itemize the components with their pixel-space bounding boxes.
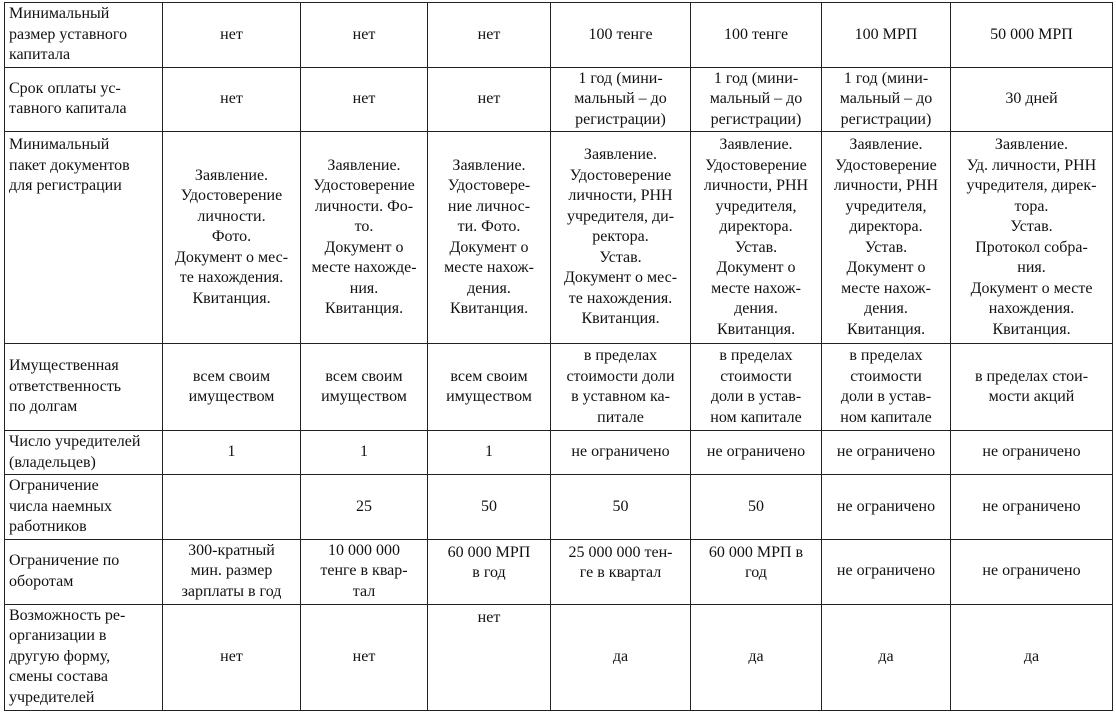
table-cell: 1 год (мини- мальный – до регистрации)	[551, 67, 691, 132]
table-cell: 1	[428, 431, 551, 475]
table-cell: всем своим имуществом	[301, 344, 428, 431]
table-cell: 50 000 МРП	[951, 3, 1113, 68]
table-cell: не ограничено	[822, 475, 951, 540]
table-cell: нет	[301, 604, 428, 710]
table-cell: да	[551, 604, 691, 710]
table-cell: 300-кратный мин. размер зарплаты в год	[163, 539, 301, 604]
table-cell	[163, 475, 301, 540]
row-label: Минимальный размер уставного капитала	[5, 3, 163, 68]
table-cell: да	[691, 604, 822, 710]
row-label: Минимальный пакет документов для регистрации	[5, 132, 163, 344]
table-cell: Заявление. Удостоверение личности. Фо- то. Документ о месте нахожде- ния. Квитанция.	[301, 132, 428, 344]
row-label: Ограничение числа наемных работников	[5, 475, 163, 540]
table-cell: нет	[428, 604, 551, 710]
table-cell: нет	[163, 3, 301, 68]
table-cell: нет	[428, 67, 551, 132]
table-cell: Заявление. Удостоверение личности, РНН учредителя, директора. Устав. Документ о месте нахож- дения. Квитанция.	[691, 132, 822, 344]
table-cell: Заявление. Уд. личности, РНН учредителя, дирек- тора. Устав. Протокол собра- ния. Документ о месте нахождения. Квитанция.	[951, 132, 1113, 344]
table-cell: в пределах стоимости доли в уставном ка- питале	[551, 344, 691, 431]
table-cell: Заявление. Удостоверение личности, РНН учредителя, ди- ректора. Устав. Документ о мес- те нахождения. Квитанция.	[551, 132, 691, 344]
table-cell: не ограничено	[551, 431, 691, 475]
table-cell: 25 000 000 тен- ге в квартал	[551, 539, 691, 604]
table-cell: не ограничено	[951, 431, 1113, 475]
row-label: Срок оплаты ус- тавного капитала	[5, 67, 163, 132]
table-cell: нет	[163, 604, 301, 710]
table-cell: не ограничено	[951, 475, 1113, 540]
table-row	[5, 431, 1113, 475]
table-cell: 1 год (мини- мальный – до регистрации)	[822, 67, 951, 132]
table-cell: 50	[691, 475, 822, 540]
table-cell: 100 МРП	[822, 3, 951, 68]
table-row	[5, 475, 1113, 540]
table-cell: не ограничено	[822, 431, 951, 475]
comparison-table	[4, 2, 1113, 711]
table-row	[5, 67, 1113, 132]
table-cell: в пределах стоимости доли в устав- ном капитале	[691, 344, 822, 431]
table-cell: 25	[301, 475, 428, 540]
table-cell: да	[951, 604, 1113, 710]
row-label: Возможность ре- организации в другую форму, смены состава учредителей	[5, 604, 163, 710]
table-row	[5, 132, 1113, 344]
table-row	[5, 539, 1113, 604]
table-cell: 10 000 000 тенге в квар- тал	[301, 539, 428, 604]
row-label: Число учредителей (владельцев)	[5, 431, 163, 475]
table-cell: 30 дней	[951, 67, 1113, 132]
table-cell: 1	[163, 431, 301, 475]
table-cell: нет	[301, 3, 428, 68]
table-cell: нет	[301, 67, 428, 132]
table-cell: 50	[428, 475, 551, 540]
table-cell: не ограничено	[691, 431, 822, 475]
table-cell: всем своим имуществом	[163, 344, 301, 431]
table-row	[5, 3, 1113, 68]
table-row	[5, 344, 1113, 431]
table-cell: да	[822, 604, 951, 710]
table-cell: 1	[301, 431, 428, 475]
row-label: Ограничение по оборотам	[5, 539, 163, 604]
table-cell: 100 тенге	[551, 3, 691, 68]
table-cell: 50	[551, 475, 691, 540]
table-cell: 60 000 МРП в год	[428, 539, 551, 604]
table-row	[5, 604, 1113, 710]
table-cell: 60 000 МРП в год	[691, 539, 822, 604]
table-cell: не ограничено	[951, 539, 1113, 604]
table-cell: 100 тенге	[691, 3, 822, 68]
table-cell: Заявление. Удостоверение личности. Фото. Документ о мес- те нахождения. Квитанция.	[163, 132, 301, 344]
table-cell: 1 год (мини- мальный – до регистрации)	[691, 67, 822, 132]
row-label: Имущественная ответственность по долгам	[5, 344, 163, 431]
table-cell: нет	[428, 3, 551, 68]
table-cell: нет	[163, 67, 301, 132]
table-cell: Заявление. Удостовере- ние личнос- ти. Фото. Документ о месте нахож- дения. Квитанция.	[428, 132, 551, 344]
table-cell: в пределах стои- мости акций	[951, 344, 1113, 431]
table-cell: всем своим имуществом	[428, 344, 551, 431]
table-cell: в пределах стоимости доли в устав- ном капитале	[822, 344, 951, 431]
table-cell: не ограничено	[822, 539, 951, 604]
table-cell: Заявление. Удостоверение личности, РНН учредителя, директора. Устав. Документ о месте нахож- дения. Квитанция.	[822, 132, 951, 344]
